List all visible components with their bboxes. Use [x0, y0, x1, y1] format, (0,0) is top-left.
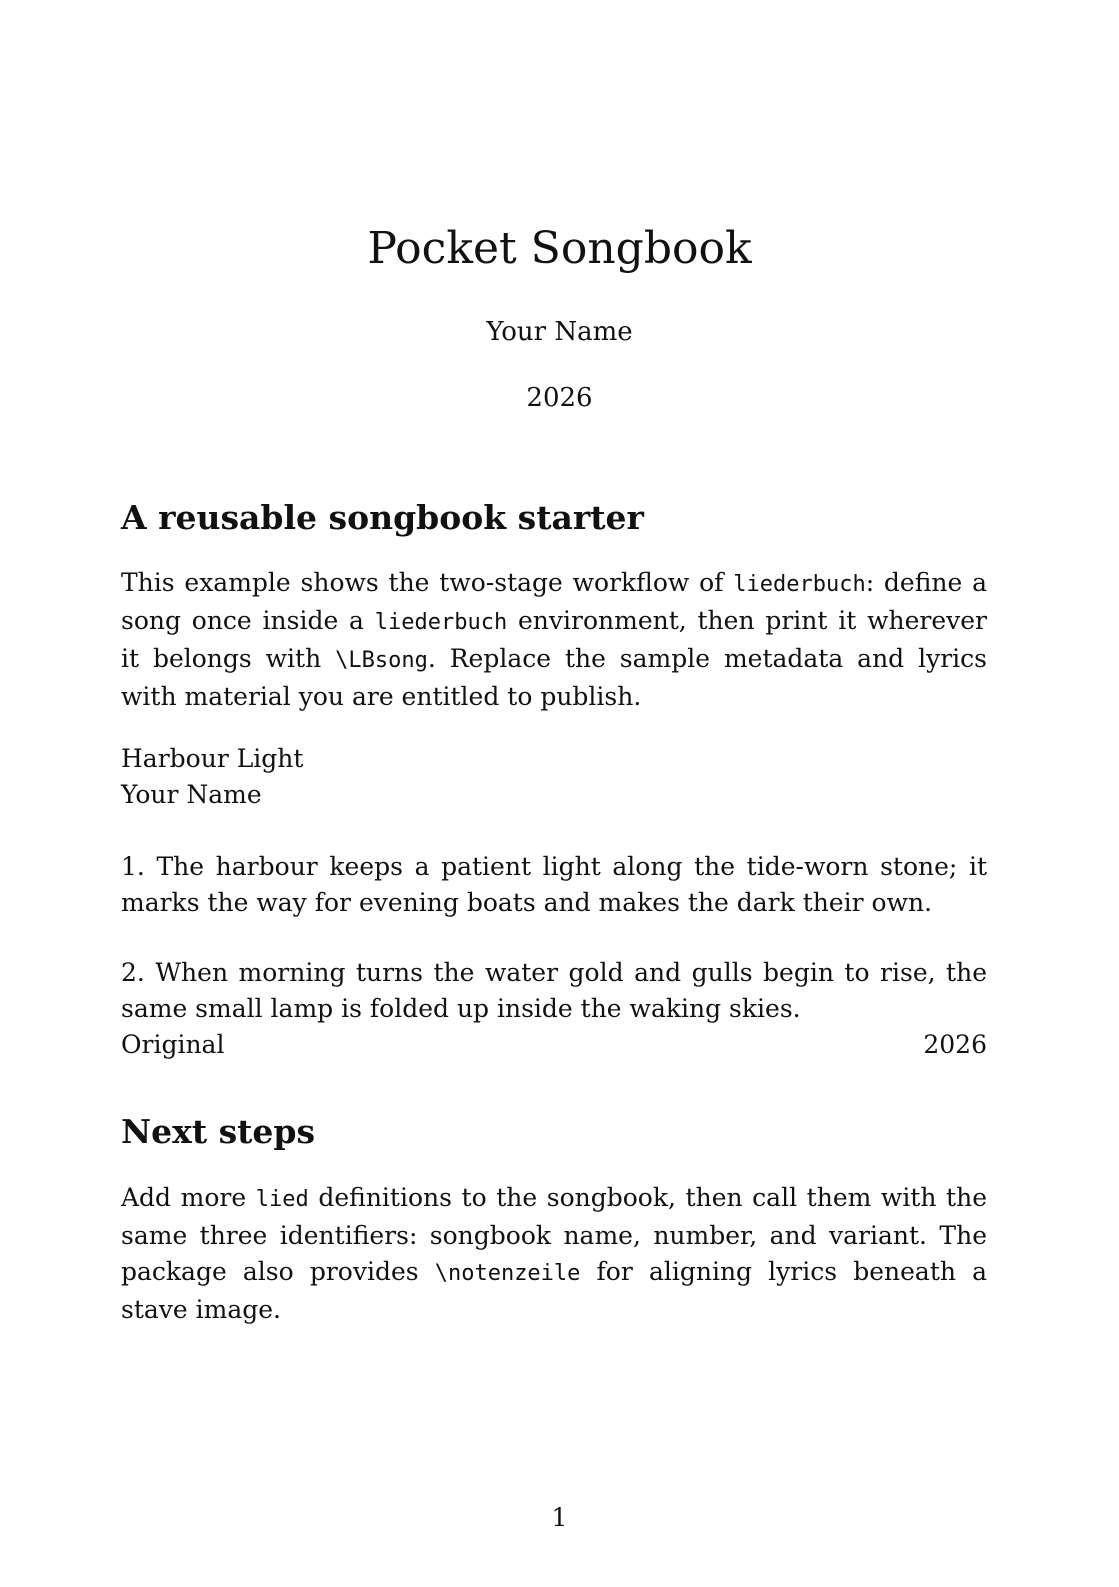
document-author: Your Name	[486, 317, 633, 347]
page-number: 1	[551, 1503, 568, 1532]
song-verse	[121, 955, 987, 1027]
section-heading-next-steps: Next steps	[121, 1112, 316, 1151]
intro-text-part: : define a song once inside a	[121, 568, 988, 635]
song-verse	[121, 849, 987, 921]
verse-text: . When morning turns the water gold and gulls begin to rise, the same small lamp is folded up inside the waking skies.	[121, 958, 987, 1023]
verse-number: 1	[121, 852, 137, 881]
next-steps-text-part: Add more	[121, 1183, 256, 1212]
section-heading-songbook-starter: A reusable songbook starter	[121, 498, 644, 537]
song-origin: Original	[121, 1030, 225, 1059]
song-block	[121, 741, 987, 1063]
lied-code: lied	[255, 1187, 309, 1212]
document-title: Pocket Songbook	[367, 223, 752, 274]
intro-text-part: This example shows the two-stage workflow of	[121, 568, 734, 597]
verse-number: 2	[121, 958, 137, 987]
package-name-code: liederbuch	[733, 572, 866, 597]
intro-paragraph	[121, 565, 987, 715]
verse-text: . The harbour keeps a patient light along the tide-worn stone; it marks the way for evening boats and makes the dark their own.	[121, 852, 987, 917]
notenzeile-code: \notenzeile	[434, 1261, 581, 1286]
document-date: 2026	[526, 383, 593, 413]
song-title: Harbour Light	[121, 744, 304, 773]
command-name-code: \LBsong	[335, 648, 428, 673]
song-footer	[121, 1027, 987, 1063]
environment-name-code: liederbuch	[374, 610, 508, 635]
song-year: 2026	[923, 1030, 987, 1059]
intro-text-part: environment, then print it wherever it belongs with	[121, 606, 987, 673]
next-steps-text-part: for aligning lyrics beneath a stave image.	[121, 1257, 988, 1324]
song-author: Your Name	[121, 780, 262, 809]
intro-text-part: . Replace the sample metadata and lyrics with material you are entitled to publish.	[121, 644, 987, 711]
next-steps-paragraph	[121, 1180, 987, 1328]
next-steps-text-part: definitions to the songbook, then call them with the same three identifiers: songbook name, number, and variant. The package also provides	[121, 1183, 987, 1286]
